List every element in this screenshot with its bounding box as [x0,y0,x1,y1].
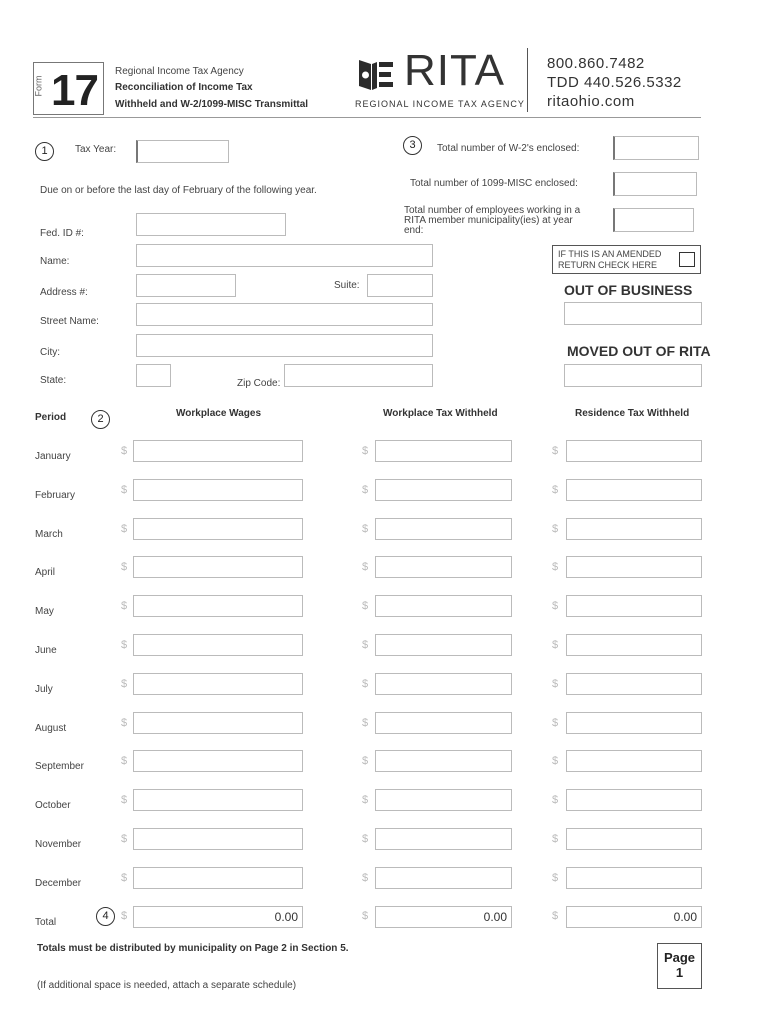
address-number-input[interactable] [136,274,236,297]
city-input[interactable] [136,334,433,357]
phone-number: 800.860.7482 [547,55,645,72]
residence-tax-input[interactable] [566,479,702,501]
wages-input[interactable] [133,556,303,578]
month-label: August [35,723,67,734]
zip-label: Zip Code: [237,378,281,389]
workplace-tax-input[interactable] [375,518,512,540]
wages-input[interactable] [133,479,303,501]
month-label: December [35,878,82,889]
col-workplace-tax: Workplace Tax Withheld [383,408,498,419]
section-4-marker: 4 [96,907,115,926]
address-label: Address #: [40,287,88,298]
dollar-sign: $ [552,561,559,573]
dollar-sign: $ [552,717,559,729]
workplace-tax-input[interactable] [375,556,512,578]
workplace-tax-input[interactable] [375,789,512,811]
employees-label-3: end: [404,225,424,236]
moved-out-label: MOVED OUT OF RITA [567,343,711,359]
dollar-sign: $ [552,600,559,612]
tdd-number: TDD 440.526.5332 [547,74,682,91]
name-input[interactable] [136,244,433,267]
amended-line2: RETURN CHECK HERE [558,260,658,270]
section-3-marker: 3 [403,136,422,155]
dollar-sign: $ [121,872,128,884]
wages-input[interactable] [133,712,303,734]
dollar-sign: $ [552,910,559,922]
dollar-sign: $ [121,678,128,690]
wages-input[interactable] [133,634,303,656]
out-of-business-label: OUT OF BUSINESS [564,282,693,298]
total-workplace-tax-field [375,906,512,928]
fed-id-input[interactable] [136,213,286,236]
total-wages-field [133,906,303,928]
month-label: October [35,800,71,811]
residence-tax-input[interactable] [566,712,702,734]
dollar-sign: $ [362,484,369,496]
city-label: City: [40,347,60,358]
page-number-box [657,943,702,989]
month-label: November [35,839,82,850]
dollar-sign: $ [121,561,128,573]
total-wages-value: 0.00 [274,910,298,924]
employee-count-input[interactable] [613,208,694,232]
residence-tax-input[interactable] [566,518,702,540]
moved-out-input[interactable] [564,364,702,387]
page-number: 1 [675,965,684,980]
out-of-business-input[interactable] [564,302,702,325]
dollar-sign: $ [121,910,128,922]
amended-line1: IF THIS IS AN AMENDED [558,249,662,259]
dollar-sign: $ [552,755,559,767]
rita-logo-subtitle: REGIONAL INCOME TAX AGENCY [355,99,525,109]
rita-logo-text: RITA [404,46,505,95]
w2-count-input[interactable] [613,136,699,160]
dollar-sign: $ [121,833,128,845]
workplace-tax-input[interactable] [375,595,512,617]
residence-tax-input[interactable] [566,595,702,617]
dollar-sign: $ [362,755,369,767]
workplace-tax-input[interactable] [375,634,512,656]
month-label: January [35,451,71,462]
total-residence-tax-value: 0.00 [673,910,697,924]
dollar-sign: $ [552,794,559,806]
total-workplace-tax-value: 0.00 [483,910,507,924]
workplace-tax-input[interactable] [375,440,512,462]
suite-label: Suite: [334,280,360,291]
residence-tax-input[interactable] [566,673,702,695]
zip-input[interactable] [284,364,433,387]
amended-return-box [552,245,701,274]
col-workplace-wages: Workplace Wages [176,408,262,419]
wages-input[interactable] [133,867,303,889]
workplace-tax-input[interactable] [375,828,512,850]
street-input[interactable] [136,303,433,326]
residence-tax-input[interactable] [566,789,702,811]
fed-id-label: Fed. ID #: [40,228,84,239]
agency-line: Regional Income Tax Agency [115,66,244,77]
w2-count-label: Total number of W-2's enclosed: [437,143,580,154]
residence-tax-input[interactable] [566,634,702,656]
dollar-sign: $ [362,794,369,806]
workplace-tax-input[interactable] [375,867,512,889]
dollar-sign: $ [121,794,128,806]
header-rule [33,117,701,118]
dollar-sign: $ [362,872,369,884]
section-2-marker: 2 [91,410,110,429]
tax-year-input[interactable] [136,140,229,163]
distribution-note: Totals must be distributed by municipality on Page 2 in Section 5. [37,943,349,954]
dollar-sign: $ [552,678,559,690]
rita-logo-icon [357,56,395,92]
dollar-sign: $ [552,523,559,535]
dollar-sign: $ [552,872,559,884]
month-label: April [35,567,56,578]
wages-input[interactable] [133,440,303,462]
period-label: Period [35,412,67,423]
total-residence-tax-field [566,906,702,928]
form-number-box [33,62,104,115]
dollar-sign: $ [121,523,128,535]
month-label: February [35,490,76,501]
space-note: (If additional space is needed, attach a separate schedule) [37,980,297,991]
dollar-sign: $ [121,484,128,496]
wages-input[interactable] [133,750,303,772]
dollar-sign: $ [121,445,128,457]
section-1-marker: 1 [35,142,54,161]
total-label: Total [35,917,57,928]
dollar-sign: $ [362,561,369,573]
dollar-sign: $ [362,717,369,729]
page-label: Page [663,950,696,965]
dollar-sign: $ [362,910,369,922]
dollar-sign: $ [362,833,369,845]
wages-input[interactable] [133,789,303,811]
form-title-line1: Reconciliation of Income Tax [115,82,253,93]
due-note: Due on or before the last day of February of the following year. [40,185,317,196]
dollar-sign: $ [121,639,128,651]
workplace-tax-input[interactable] [375,712,512,734]
dollar-sign: $ [552,445,559,457]
month-label: July [35,684,53,695]
dollar-sign: $ [552,484,559,496]
form-number: 17 [51,66,98,115]
employees-label-2: RITA member municipality(ies) at year [404,215,573,226]
dollar-sign: $ [362,445,369,457]
workplace-tax-input[interactable] [375,750,512,772]
tax-year-label: Tax Year: [75,144,117,155]
wages-input[interactable] [133,673,303,695]
dollar-sign: $ [362,678,369,690]
dollar-sign: $ [362,523,369,535]
name-label: Name: [40,256,70,267]
misc-count-label: Total number of 1099-MISC enclosed: [410,178,578,189]
misc-count-input[interactable] [613,172,697,196]
website: ritaohio.com [547,93,635,110]
dollar-sign: $ [362,600,369,612]
street-label: Street Name: [40,316,99,327]
header-divider [527,48,528,112]
residence-tax-input[interactable] [566,440,702,462]
employees-label-1: Total number of employees working in a [404,205,581,216]
dollar-sign: $ [121,755,128,767]
suite-input[interactable] [367,274,433,297]
state-input[interactable] [136,364,171,387]
residence-tax-input[interactable] [566,828,702,850]
workplace-tax-input[interactable] [375,673,512,695]
dollar-sign: $ [121,600,128,612]
residence-tax-input[interactable] [566,556,702,578]
dollar-sign: $ [552,833,559,845]
month-label: September [35,761,84,772]
month-label: June [35,645,57,656]
wages-input[interactable] [133,518,303,540]
dollar-sign: $ [362,639,369,651]
dollar-sign: $ [121,717,128,729]
wages-input[interactable] [133,828,303,850]
col-residence-tax: Residence Tax Withheld [575,408,690,419]
residence-tax-input[interactable] [566,867,702,889]
month-label: May [35,606,54,617]
amended-checkbox[interactable] [679,252,695,267]
residence-tax-input[interactable] [566,750,702,772]
workplace-tax-input[interactable] [375,479,512,501]
month-label: March [35,529,63,540]
form-title-line2: Withheld and W-2/1099-MISC Transmittal [115,99,309,110]
state-label: State: [40,375,67,386]
form-word: Form [33,75,44,97]
wages-input[interactable] [133,595,303,617]
dollar-sign: $ [552,639,559,651]
